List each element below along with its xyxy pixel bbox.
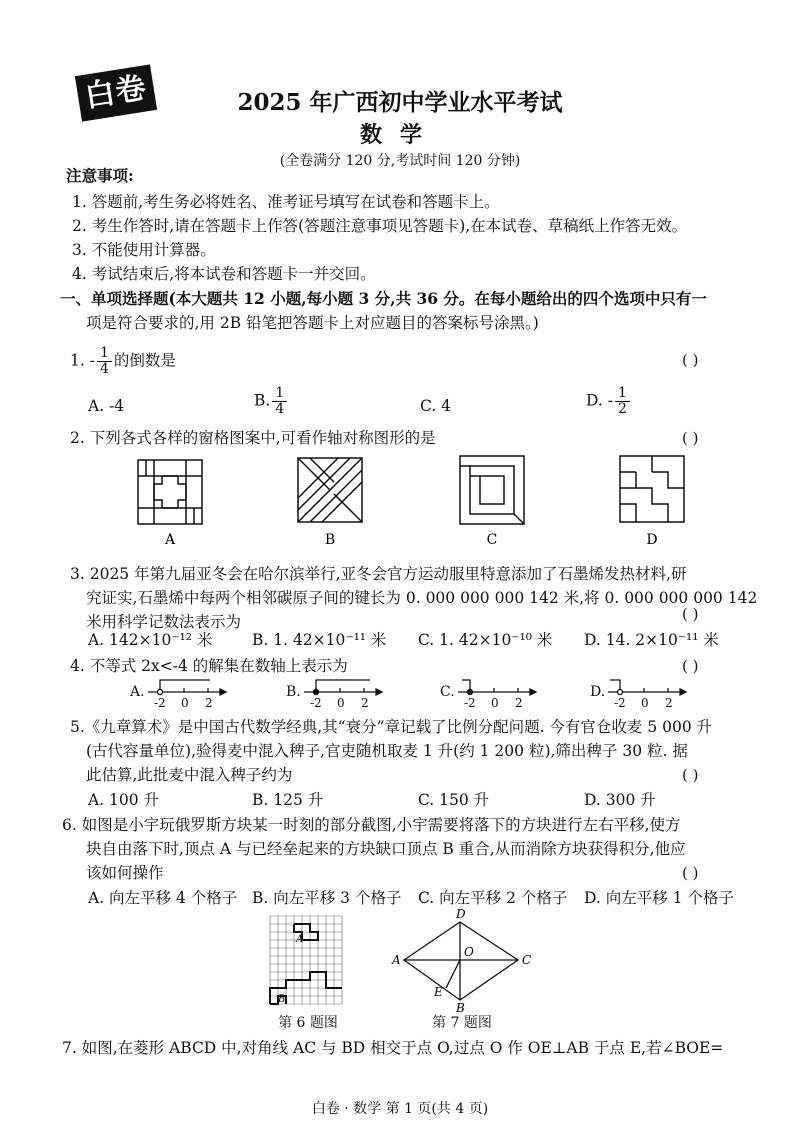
q4-label-b: B. [286,684,301,700]
q4-label-d: D. [590,684,606,700]
q1-neg: - [89,351,95,370]
q2-label-c: C [486,532,498,548]
question-6-line1: 6. 如图是小宇玩俄罗斯方块某一时刻的部分截图,小宇需要将落下的方块进行左右平移,使方 [62,816,681,834]
svg-text:2: 2 [515,696,523,710]
svg-text:0: 0 [337,696,345,710]
q3-option-b: B. 1. 42×10⁻¹¹ 米 [252,631,387,649]
question-3-line1: 3. 2025 年第九届亚冬会在哈尔滨举行,亚冬会官方运动服里特意添加了石墨烯发热材料,研 [70,565,687,583]
q7-point-d: D [456,908,466,921]
q6-tetris-figure [266,912,350,1008]
svg-text:0: 0 [181,696,189,710]
q1-number: 1. [70,351,85,370]
svg-text:0: 0 [491,696,499,710]
q2-figure-a [138,460,202,524]
q4-label-a: A. [130,684,145,700]
q2-label-a: A [164,532,176,548]
notes-heading: 注意事项: [66,166,134,185]
q6-point-a: A [296,934,304,945]
answer-paren: ( ) [682,605,699,623]
q6-option-c: C. 向左平移 2 个格子 [418,889,568,907]
note-item: 3. 不能使用计算器。 [72,241,216,259]
q5-option-d: D. 300 升 [584,791,656,809]
question-1-stem [70,346,176,377]
q3-option-c: C. 1. 42×10⁻¹⁰ 米 [418,631,553,649]
answer-paren: ( ) [682,864,699,882]
q3-option-a: A. 142×10⁻¹² 米 [88,631,213,649]
q7-figure-caption: 第 7 题图 [432,1015,492,1031]
question-6-line3: 该如何操作 [86,864,164,882]
q4-number-lines [120,672,720,712]
note-item: 2. 考生作答时,请在答题卡上作答(答题注意事项见答题卡),在本试卷、草稿纸上作答无效。 [72,217,688,235]
q5-option-b: B. 125 升 [252,791,324,809]
answer-paren: ( ) [682,657,699,675]
q7-point-c: C [522,953,532,967]
q7-point-o: O [464,945,474,959]
question-2-stem: 2. 下列各式各样的窗格图案中,可看作轴对称图形的是 [70,429,436,447]
q1-fraction: $\frac{1}{4}$ [97,346,112,377]
svg-text:0: 0 [641,696,649,710]
answer-paren: ( ) [682,429,699,447]
page-footer: 白卷 · 数学 第 1 页(共 4 页) [311,1101,489,1117]
q3-option-d: D. 14. 2×10⁻¹¹ 米 [584,631,719,649]
question-3-line2: 究证实,石墨烯中每两个相邻碳原子间的键长为 0. 000 000 000 142 米,将 0. 000 000 000 142 [86,589,758,607]
question-3-line3: 米用科学记数法表示为 [86,613,242,631]
section-heading: 一、单项选择题(本大题共 12 小题,每小题 3 分,共 36 分。在每小题给出的四个选项中只有一 [60,289,707,308]
note-item: 4. 考试结束后,将本试卷和答题卡一并交回。 [72,265,376,283]
q5-option-c: C. 150 升 [418,791,490,809]
q7-rhombus-figure [386,908,546,1012]
q1-option-c: C. 4 [420,397,452,415]
section-instructions: 项是符合要求的,用 2B 铅笔把答题卡上对应题目的答案标号涂黑。) [86,314,539,332]
answer-paren: ( ) [682,351,699,369]
svg-text:2: 2 [205,696,213,710]
question-5-line2: (古代容量单位),验得麦中混入稗子,官吏随机取麦 1 升(约 1 200 粒),筛出稗子 30 粒. 据 [86,742,688,760]
answer-paren: ( ) [682,766,699,784]
q2-figures [120,452,740,552]
exam-subject: 数学 [359,122,440,148]
question-7-line1: 7. 如图,在菱形 ABCD 中,对角线 AC 与 BD 相交于点 O,过点 O 作 OE⊥AB 于点 E,若∠BOE= [62,1039,724,1057]
q2-figure-c [460,456,524,524]
q7-point-a: A [392,953,401,967]
q6-point-b: B [278,994,286,1005]
q2-label-d: D [646,532,658,548]
svg-text:2: 2 [665,696,673,710]
svg-text:-2: -2 [464,696,476,710]
paper-stamp: 白卷 [75,64,157,121]
q5-option-a: A. 100 升 [88,791,160,809]
q7-point-e: E [434,985,443,999]
q1-option-a: A. -4 [88,397,125,415]
q1-option-b: B. $\frac{1}{4}$ [254,386,289,417]
svg-text:-2: -2 [614,696,626,710]
q6-option-d: D. 向左平移 1 个格子 [584,889,734,907]
svg-text:2: 2 [361,696,369,710]
q4-label-c: C. [440,684,455,700]
svg-text:-2: -2 [310,696,322,710]
exam-meta: (全卷满分 120 分,考试时间 120 分钟) [279,153,521,169]
q6-option-b: B. 向左平移 3 个格子 [252,889,402,907]
question-5-line3: 此估算,此批麦中混入稗子约为 [86,766,293,784]
q6-figure-caption: 第 6 题图 [278,1015,338,1031]
note-item: 1. 答题前,考生务必将姓名、准考证号填写在试卷和答题卡上。 [72,193,500,211]
q2-label-b: B [324,532,336,548]
exam-title: 2025 年广西初中学业水平考试 [237,89,563,116]
q6-option-a: A. 向左平移 4 个格子 [88,889,238,907]
q7-point-b: B [456,1001,465,1012]
q2-figure-d [620,456,684,522]
question-6-line2: 块自由落下时,顶点 A 与已经垒起来的方块缺口顶点 B 重合,从而消除方块获得积分,他应 [86,840,686,858]
question-5-line1: 5.《九章算术》是中国古代数学经典,其“衰分”章记载了比例分配问题. 今有官仓收麦 5 000 升 [70,718,713,736]
svg-text:-2: -2 [154,696,166,710]
q2-figure-b [298,458,362,522]
q1-stem-text: 的倒数是 [113,351,176,370]
q1-option-d: D. - $\frac{1}{2}$ [586,386,632,417]
question-4-stem: 4. 不等式 2x<-4 的解集在数轴上表示为 [70,657,348,675]
